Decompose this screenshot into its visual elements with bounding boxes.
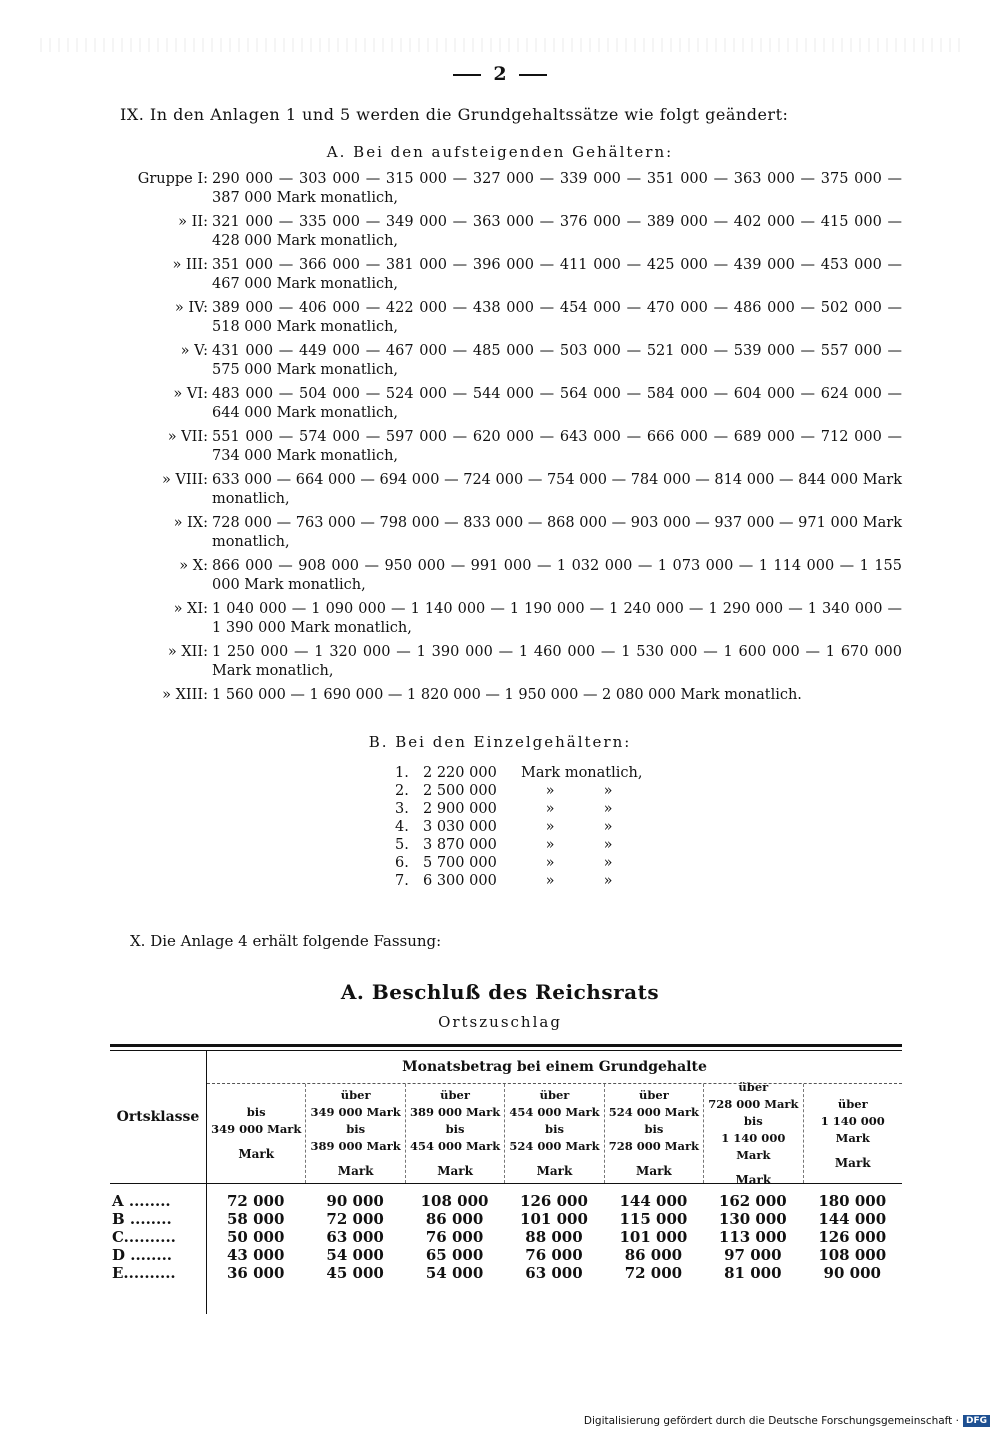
group-salary-steps: 351 000 — 366 000 — 381 000 — 396 000 — 411 000 — 425 000 — 439 000 — 453 000 — 467 000 Mark monatlich, — [212, 257, 902, 292]
table-cell: 180 000 — [818, 1192, 887, 1210]
ditto-mark: » — [545, 783, 555, 799]
column-header-line: 728 000 Mark — [608, 1139, 700, 1153]
table-cell: 81 000 — [724, 1264, 782, 1282]
group-label: » VIII: — [161, 472, 208, 488]
group-salary-steps: 1 040 000 — 1 090 000 — 1 140 000 — 1 190 000 — 1 240 000 — 1 290 000 — 1 340 000 — 1 390 000 Mark monatlich, — [212, 601, 902, 636]
single-salary-row — [395, 800, 642, 818]
single-number: 6. — [395, 855, 409, 871]
page-number-line — [0, 63, 1000, 85]
column-header-line: bis — [545, 1122, 564, 1136]
column-header-line: bis — [644, 1122, 664, 1136]
table-cell: 54 000 — [425, 1264, 484, 1282]
salary-group — [100, 514, 910, 557]
single-salary-row — [395, 836, 642, 854]
column-unit: Mark — [636, 1164, 672, 1178]
single-salary-row — [395, 854, 642, 872]
group-label: » IX: — [173, 515, 208, 531]
group-label: » VI: — [173, 386, 208, 402]
ortsklasse-label: E.......... — [112, 1264, 176, 1282]
dash-left — [453, 74, 481, 76]
column-header — [406, 1084, 505, 1183]
column-unit: Mark — [337, 1164, 374, 1178]
column-header-line: 454 000 Mark — [409, 1139, 501, 1153]
table-cell: 101 000 — [619, 1228, 688, 1246]
table-cell: 126 000 — [818, 1228, 887, 1246]
column-header-line: 728 000 Mark — [708, 1096, 799, 1111]
column-header-line: über — [639, 1088, 669, 1102]
column-header-line: über — [440, 1088, 470, 1102]
table-cell: 50 000 — [227, 1228, 285, 1246]
table-cell: 108 000 — [420, 1192, 489, 1210]
ditto-mark: » — [545, 855, 555, 871]
ditto-mark: » — [545, 801, 555, 817]
column-unit: Mark — [834, 1155, 871, 1170]
table-cell: 162 000 — [718, 1192, 787, 1210]
single-amount: 6 300 000 — [423, 873, 497, 889]
salary-group — [100, 213, 910, 256]
ditto-mark: » — [603, 801, 613, 817]
table-row — [110, 1246, 902, 1264]
ditto-mark: » — [603, 837, 613, 853]
group-salary-steps: 431 000 — 449 000 — 467 000 — 485 000 — 503 000 — 521 000 — 539 000 — 557 000 — 575 000 Mark monatlich, — [212, 343, 902, 378]
single-number: 4. — [395, 819, 409, 835]
group-label: » X: — [179, 558, 208, 574]
column-header — [207, 1084, 306, 1183]
page-number: 2 — [493, 63, 507, 85]
ortsklasse-label: B ........ — [112, 1210, 172, 1228]
column-header — [605, 1084, 704, 1183]
column-header-line: 454 000 Mark — [509, 1105, 600, 1119]
single-amount: 2 500 000 — [423, 783, 497, 799]
column-header-line: 1 140 000 Mark — [721, 1130, 786, 1162]
table-cell: 97 000 — [724, 1246, 782, 1264]
column-unit: Mark — [437, 1164, 473, 1178]
group-label: » IV: — [174, 300, 208, 316]
table-cell: 88 000 — [525, 1228, 583, 1246]
single-amount: 3 870 000 — [423, 837, 497, 853]
footer — [584, 1415, 990, 1427]
single-salary-row — [395, 818, 642, 836]
table-cell: 36 000 — [227, 1264, 285, 1282]
table-subtitle: Ortszuschlag — [438, 1013, 562, 1031]
table-cell: 86 000 — [624, 1246, 683, 1264]
table-cell: 101 000 — [520, 1210, 588, 1228]
column-header-line: über — [837, 1096, 868, 1111]
salary-group — [100, 385, 910, 428]
group-label: » VII: — [167, 429, 208, 445]
column-headers — [207, 1079, 902, 1187]
single-salary-row — [395, 782, 642, 800]
table-top-rule — [110, 1044, 902, 1051]
table-cell: 86 000 — [425, 1210, 484, 1228]
table-header — [110, 1051, 902, 1187]
span-header: Monatsbetrag bei einem Grundgehalte — [207, 1051, 902, 1084]
group-label: » XI: — [173, 601, 208, 617]
column-header — [804, 1084, 902, 1183]
column-header-line: 389 000 Mark — [409, 1105, 501, 1119]
salary-group — [100, 471, 910, 514]
group-salary-steps: 290 000 — 303 000 — 315 000 — 327 000 — 339 000 — 351 000 — 363 000 — 375 000 — 387 000 Mark monatlich, — [212, 171, 902, 206]
single-number: 2. — [395, 783, 409, 799]
column-header-line: über — [738, 1079, 769, 1094]
column-header-line: 524 000 Mark — [608, 1105, 700, 1119]
ortsklasse-label: C.......... — [112, 1228, 176, 1246]
table-rows — [110, 1192, 902, 1282]
table-cell: 90 000 — [823, 1264, 881, 1282]
table-cell: 115 000 — [619, 1210, 688, 1228]
single-amount: 2 900 000 — [423, 801, 497, 817]
ditto-mark: » — [603, 783, 613, 799]
single-salaries — [395, 764, 642, 890]
column-unit: Mark — [536, 1164, 573, 1178]
salary-group — [100, 299, 910, 342]
table-cell: 72 000 — [624, 1264, 683, 1282]
ditto-mark: » — [603, 819, 613, 835]
group-salary-steps: 321 000 — 335 000 — 349 000 — 363 000 — 376 000 — 389 000 — 402 000 — 415 000 — 428 000 Mark monatlich, — [212, 214, 902, 249]
group-label: » V: — [180, 343, 208, 359]
single-number: 1. — [395, 765, 409, 781]
group-salary-steps: 728 000 — 763 000 — 798 000 — 833 000 — 868 000 — 903 000 — 937 000 — 971 000 Mark monatlich, — [212, 515, 902, 550]
table-cell: 72 000 — [326, 1210, 384, 1228]
table-cell: 54 000 — [326, 1246, 384, 1264]
section-x-heading: X. Die Anlage 4 erhält folgende Fassung: — [130, 932, 442, 950]
group-label: » III: — [172, 257, 208, 273]
table-row — [110, 1192, 902, 1210]
table-cell: 65 000 — [425, 1246, 484, 1264]
column-header — [505, 1084, 604, 1183]
single-amount: 2 220 000 — [423, 765, 497, 781]
table-cell: 72 000 — [227, 1192, 285, 1210]
table-cell: 63 000 — [525, 1264, 583, 1282]
group-label: » XIII: — [162, 687, 208, 703]
column-unit: Mark — [735, 1172, 772, 1187]
group-salary-steps: 551 000 — 574 000 — 597 000 — 620 000 — 643 000 — 666 000 — 689 000 — 712 000 — 734 000 Mark monatlich, — [212, 429, 902, 464]
stub-header: Ortsklasse — [110, 1051, 207, 1183]
column-header — [306, 1084, 405, 1183]
table-cell: 76 000 — [525, 1246, 583, 1264]
ditto-mark: » — [603, 873, 613, 889]
table-cell: 144 000 — [619, 1192, 688, 1210]
table-cell: 126 000 — [520, 1192, 588, 1210]
group-salary-steps: 1 250 000 — 1 320 000 — 1 390 000 — 1 460 000 — 1 530 000 — 1 600 000 — 1 670 000 Mark monatlich, — [212, 644, 902, 679]
group-salary-steps: 633 000 — 664 000 — 694 000 — 724 000 — 754 000 — 784 000 — 814 000 — 844 000 Mark monatlich, — [212, 472, 902, 507]
salary-group — [100, 686, 910, 729]
salary-group — [100, 557, 910, 600]
table-cell: 45 000 — [326, 1264, 384, 1282]
table-cell: 90 000 — [326, 1192, 384, 1210]
single-salary-row — [395, 764, 642, 782]
column-header — [704, 1079, 803, 1187]
table-cell: 108 000 — [818, 1246, 887, 1264]
table-cell: 76 000 — [425, 1228, 484, 1246]
column-header-line: bis — [445, 1122, 465, 1136]
scan-artifact — [40, 38, 960, 52]
single-number: 5. — [395, 837, 409, 853]
dfg-logo: DFG — [963, 1415, 990, 1427]
table-cell: 113 000 — [718, 1228, 787, 1246]
group-salary-steps: 1 560 000 — 1 690 000 — 1 820 000 — 1 950 000 — 2 080 000 Mark monatlich. — [212, 687, 802, 703]
table-cell: 130 000 — [718, 1210, 787, 1228]
dash-right — [519, 74, 547, 76]
table-cell: 144 000 — [818, 1210, 887, 1228]
group-salary-steps: 389 000 — 406 000 — 422 000 — 438 000 — 454 000 — 470 000 — 486 000 — 502 000 — 518 000 Mark monatlich, — [212, 300, 902, 335]
ortsklasse-label: D ........ — [112, 1246, 173, 1264]
column-header-line: über — [539, 1088, 570, 1102]
column-header-line: über — [340, 1088, 371, 1102]
ditto-mark: » — [545, 837, 555, 853]
single-amount: 5 700 000 — [423, 855, 497, 871]
table-row — [110, 1210, 902, 1228]
group-label: Gruppe I: — [137, 171, 208, 187]
column-header-line: 524 000 Mark — [509, 1139, 600, 1153]
salary-group — [100, 600, 910, 643]
single-number: 3. — [395, 801, 409, 817]
ortszuschlag-table — [110, 1044, 902, 1314]
ditto-mark: » — [545, 873, 555, 889]
subheading-a: A. Bei den aufsteigenden Gehältern: — [326, 143, 674, 161]
salary-group — [100, 643, 910, 686]
ditto-mark: » — [545, 819, 555, 835]
table-body — [110, 1184, 902, 1314]
subheading-b: B. Bei den Einzelgehältern: — [368, 733, 632, 751]
group-label: » XII: — [167, 644, 208, 660]
column-unit: Mark — [238, 1147, 275, 1161]
salary-groups — [100, 170, 910, 729]
single-unit: Mark monatlich, — [521, 765, 643, 781]
single-number: 7. — [395, 873, 409, 889]
column-header-line: bis — [743, 1113, 763, 1128]
single-salary-row — [395, 872, 642, 890]
salary-group — [100, 428, 910, 471]
group-salary-steps: 483 000 — 504 000 — 524 000 — 544 000 — 564 000 — 584 000 — 604 000 — 624 000 — 644 000 Mark monatlich, — [212, 386, 902, 421]
column-header-line: bis — [246, 1105, 266, 1119]
column-header-line: 349 000 Mark — [310, 1105, 401, 1119]
group-salary-steps: 866 000 — 908 000 — 950 000 — 991 000 — 1 032 000 — 1 073 000 — 1 114 000 — 1 155 000 Mark monatlich, — [212, 558, 902, 593]
salary-group — [100, 342, 910, 385]
resolution-title: A. Beschluß des Reichsrats — [340, 980, 660, 1004]
table-cell: 58 000 — [227, 1210, 285, 1228]
ditto-mark: » — [603, 855, 613, 871]
section-ix-heading: IX. In den Anlagen 1 und 5 werden die Grundgehaltssätze wie folgt geändert: — [120, 105, 789, 124]
column-header-line: 389 000 Mark — [310, 1139, 401, 1153]
group-label: » II: — [178, 214, 208, 230]
column-header-line: bis — [346, 1122, 366, 1136]
footer-text: Digitalisierung gefördert durch die Deutsche Forschungsgemeinschaft · — [583, 1415, 959, 1427]
column-header-line: 349 000 Mark — [211, 1122, 302, 1136]
table-row — [110, 1264, 902, 1282]
ortsklasse-label: A ........ — [112, 1192, 171, 1210]
table-cell: 63 000 — [326, 1228, 384, 1246]
column-header-line: 1 140 000 Mark — [820, 1113, 885, 1145]
salary-group — [100, 256, 910, 299]
single-amount: 3 030 000 — [423, 819, 497, 835]
table-cell: 43 000 — [227, 1246, 285, 1264]
table-row — [110, 1228, 902, 1246]
salary-group — [100, 170, 910, 213]
